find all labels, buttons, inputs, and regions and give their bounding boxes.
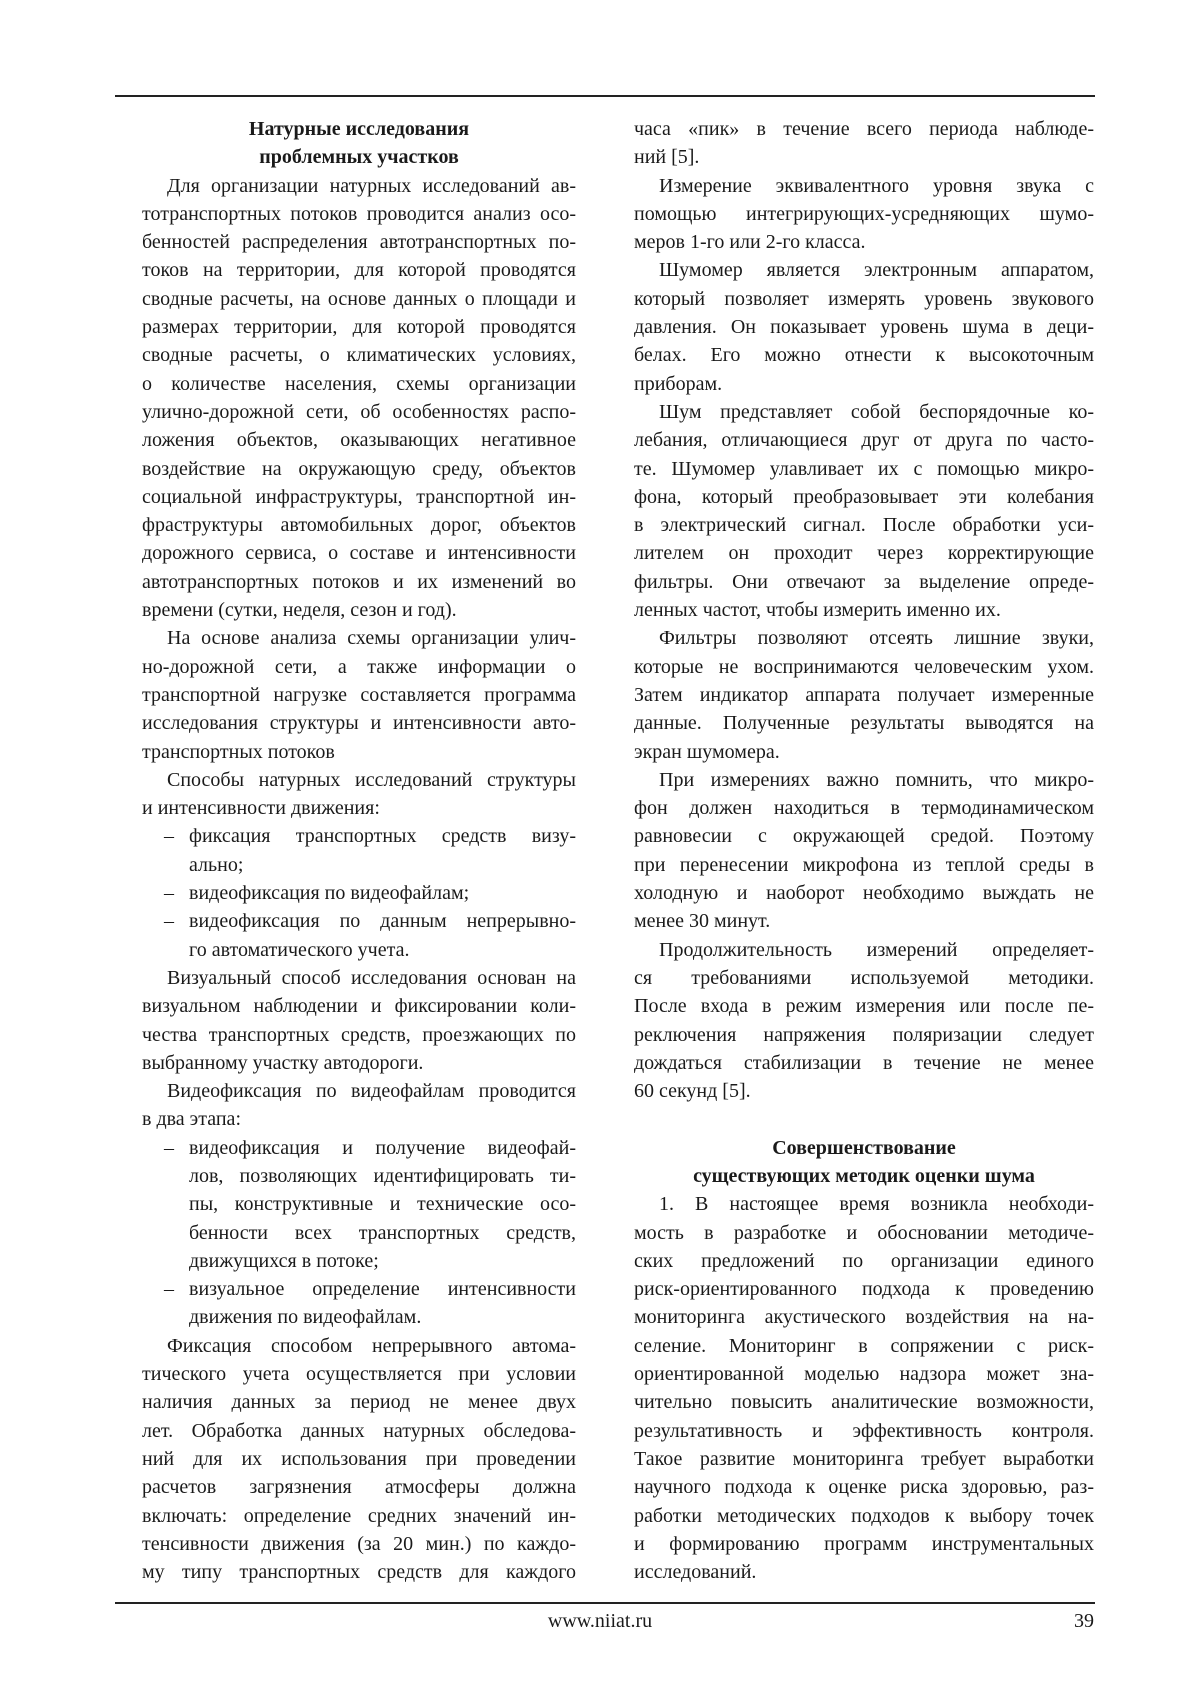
text-line: ложения объектов, оказывающих негативное [142, 429, 576, 452]
heading-line: проблемных участков [259, 146, 459, 169]
text-line: научного подхода к оценке риска здоровью, раз- [634, 1476, 1094, 1499]
paragraph [142, 964, 576, 1077]
list-item [142, 1134, 576, 1275]
text-line: мониторинга акустического воздействия на на- [634, 1306, 1094, 1329]
text-line: риск-ориентированного подхода к проведению [634, 1278, 1094, 1301]
text-line: тотранспортных потоков проводится анализ осо- [142, 202, 576, 225]
text-line: 60 секунд [5]. [634, 1080, 751, 1103]
paragraph [634, 624, 1094, 765]
text-line: лебания, отличающиеся друг от друга по часто- [634, 429, 1094, 452]
text-line: реключения напряжения поляризации следует [634, 1023, 1094, 1046]
heading-line: существующих методик оценки шума [693, 1164, 1035, 1187]
text-line: Продолжительность измерений определяет- [659, 938, 1094, 961]
text-line: и формированию программ инструментальных [634, 1532, 1094, 1555]
section-heading [634, 1134, 1094, 1191]
text-line: работки методических подходов к выбору точек [634, 1504, 1094, 1527]
text-line: автотранспортных потоков и их изменений во [142, 570, 576, 593]
text-line: визуальное определение интенсивности [189, 1278, 576, 1301]
text-line: видеофиксация по видеофайлам; [189, 882, 470, 905]
text-line: фиксация транспортных средств визу- [189, 825, 576, 848]
paragraph [142, 766, 576, 823]
text-line: в два этапа: [142, 1108, 241, 1131]
text-line: ленных частот, чтобы измерить именно их. [634, 599, 1001, 622]
text-line: меров 1-го или 2-го класса. [634, 231, 866, 254]
text-line: дорожного сервиса, о составе и интенсивности [142, 542, 576, 565]
paragraph [142, 624, 576, 765]
paragraph [634, 256, 1094, 397]
dash-bullet-icon: – [164, 882, 174, 905]
text-line: тенсивности движения (за 20 мин.) по каждо- [142, 1532, 576, 1555]
text-line: визуальном наблюдении и фиксировании коли- [142, 995, 576, 1018]
text-line: ний [5]. [634, 146, 700, 169]
text-line: включать: определение средних значений ин- [142, 1504, 576, 1527]
text-line: в электрический сигнал. После обработки уси- [634, 514, 1094, 537]
text-line: бенности всех транспортных средств, [189, 1221, 576, 1244]
text-line: сводные расчеты, о климатических условиях, [142, 344, 576, 367]
text-line: При измерениях важно помнить, что микро- [659, 768, 1094, 791]
text-line: ально; [189, 853, 244, 876]
text-line: равновесии с окружающей средой. Поэтому [634, 825, 1094, 848]
dash-bullet-icon: – [164, 910, 174, 933]
paragraph [634, 398, 1094, 624]
text-line: лов, позволяющих идентифицировать ти- [189, 1164, 576, 1187]
text-line: ских предложений по организации единого [634, 1249, 1094, 1272]
text-line: бенностей распределения автотранспортных по- [142, 231, 576, 254]
text-line: данные. Полученные результаты выводятся на [634, 712, 1094, 735]
list-item [142, 822, 576, 879]
text-line: видеофиксация и получение видеофай- [189, 1136, 576, 1159]
paragraph [634, 172, 1094, 257]
text-line: фон должен находиться в термодинамическом [634, 797, 1094, 820]
text-line: социальной инфраструктуры, транспортной ин- [142, 485, 576, 508]
text-line: Затем индикатор аппарата получает измеренные [634, 683, 1094, 706]
text-line: выбранному участку автодороги. [142, 1051, 424, 1074]
dash-bullet-icon: – [164, 1136, 174, 1159]
section-heading [142, 115, 576, 172]
text-line: видеофиксация по данным непрерывно- [189, 910, 576, 933]
text-line: ся требованиями используемой методики. [634, 966, 1094, 989]
text-line: селение. Мониторинг в сопряжении с риск- [634, 1334, 1094, 1357]
bulleted-list [142, 822, 576, 963]
text-line: расчетов загрязнения атмосферы должна [142, 1476, 576, 1499]
text-line: лителем он проходит через корректирующие [634, 542, 1094, 565]
text-line: времени (сутки, неделя, сезон и год). [142, 599, 457, 622]
text-line: движения по видеофайлам. [189, 1306, 422, 1329]
text-line: Фиксация способом непрерывного автома- [167, 1334, 576, 1357]
text-line: чительно повысить аналитические возможности, [634, 1391, 1094, 1414]
text-line: чества транспортных средств, проезжающих по [142, 1023, 576, 1046]
text-line: Для организации натурных исследований ав- [167, 174, 576, 197]
paragraph [142, 1077, 576, 1134]
paragraph [634, 936, 1094, 1106]
text-line: токов на территории, для которой проводятся [142, 259, 576, 282]
header-rule [115, 95, 1095, 97]
text-line: транспортных потоков [142, 740, 335, 763]
spacer [634, 1105, 1094, 1133]
text-line: исследований. [634, 1561, 757, 1584]
bulleted-list [142, 1134, 576, 1332]
text-line: движущихся в потоке; [189, 1249, 379, 1272]
text-line: После входа в режим измерения или после пе- [634, 995, 1094, 1018]
text-line: го автоматического учета. [189, 938, 410, 961]
text-line: На основе анализа схемы организации улич- [167, 627, 576, 650]
list-item [142, 1275, 576, 1332]
text-line: и интенсивности движения: [142, 797, 380, 820]
text-line: холодную и наоборот необходимо выждать не [634, 882, 1094, 905]
paragraph [634, 1190, 1094, 1586]
left-column [142, 115, 576, 1586]
text-line: воздействие на окружающую среду, объектов [142, 457, 576, 480]
text-line: которые не воспринимаются человеческим ухом. [634, 655, 1094, 678]
text-line: часа «пик» в течение всего периода наблюде- [634, 118, 1094, 140]
text-line: улично-дорожной сети, об особенностях распо- [142, 400, 576, 423]
text-line: му типу транспортных средств для каждого [142, 1561, 576, 1584]
heading-line: Натурные исследования [248, 118, 470, 140]
text-line: менее 30 минут. [634, 910, 771, 933]
text-line: Фильтры позволяют отсеять лишние звуки, [659, 627, 1094, 650]
paragraph [142, 172, 576, 625]
text-line: результативность и эффективность контроля. [634, 1419, 1094, 1442]
text-line: пы, конструктивные и технические осо- [189, 1193, 576, 1216]
footer-rule [115, 1602, 1095, 1604]
paragraph [634, 766, 1094, 936]
text-line: ориентированной моделью надзора может зна- [634, 1363, 1094, 1386]
text-line: Визуальный способ исследования основан на [167, 966, 576, 989]
list-item [142, 907, 576, 964]
heading-line: Совершенствование [772, 1136, 956, 1159]
text-line: фраструктуры автомобильных дорог, объектов [142, 514, 576, 537]
text-line: Способы натурных исследований структуры [167, 768, 576, 791]
page-number: 39 [1074, 1610, 1094, 1632]
paragraph [142, 1332, 576, 1587]
text-line: помощью интегрирующих-усредняющих шумо- [634, 202, 1094, 225]
text-line: Шумомер является электронным аппаратом, [659, 259, 1094, 282]
list-item [142, 879, 576, 907]
text-line: наличия данных за период не менее двух [142, 1391, 576, 1414]
text-line: но-дорожной сети, а также информации о [142, 655, 576, 678]
text-line: о количестве населения, схемы организации [142, 372, 576, 395]
text-line: те. Шумомер улавливает их с помощью микро- [634, 457, 1094, 480]
text-line: при перенесении микрофона из теплой среды в [634, 853, 1094, 876]
text-line: тического учета осуществляется при условии [142, 1363, 576, 1386]
footer-website-link[interactable]: www.niiat.ru [547, 1610, 653, 1632]
dash-bullet-icon: – [164, 1278, 174, 1301]
text-line: мость в разработке и обосновании методиче- [634, 1221, 1094, 1244]
dash-bullet-icon: – [164, 825, 174, 848]
text-line: 1. В настоящее время возникла необходи- [659, 1193, 1094, 1216]
text-line: исследования структуры и интенсивности авто- [142, 712, 576, 735]
text-line: транспортной нагрузке составляется программа [142, 683, 576, 706]
text-line: экран шумомера. [634, 740, 780, 763]
text-line: фильтры. Они отвечают за выделение опреде- [634, 570, 1094, 593]
text-line: белах. Его можно отнести к высокоточным [634, 344, 1094, 367]
right-column [634, 115, 1094, 1586]
text-line: лет. Обработка данных натурных обследова- [142, 1419, 576, 1442]
text-line: Шум представляет собой беспорядочные ко- [659, 400, 1094, 423]
text-line: фона, который преобразовывает эти колебания [634, 485, 1094, 508]
text-line: который позволяет измерять уровень звукового [634, 287, 1094, 310]
text-line: размерах территории, для которой проводятся [142, 316, 576, 339]
text-line: давления. Он показывает уровень шума в деци- [634, 316, 1094, 339]
text-line: Видеофиксация по видеофайлам проводится [167, 1080, 576, 1103]
text-line: Измерение эквивалентного уровня звука с [659, 174, 1094, 197]
text-line: Такое развитие мониторинга требует выработки [634, 1447, 1094, 1470]
text-line: сводные расчеты, на основе данных о площади и [142, 287, 576, 310]
paragraph [634, 115, 1094, 172]
text-line: ний для их использования при проведении [142, 1447, 576, 1470]
text-line: дождаться стабилизации в течение не менее [634, 1051, 1094, 1074]
text-line: приборам. [634, 372, 723, 395]
